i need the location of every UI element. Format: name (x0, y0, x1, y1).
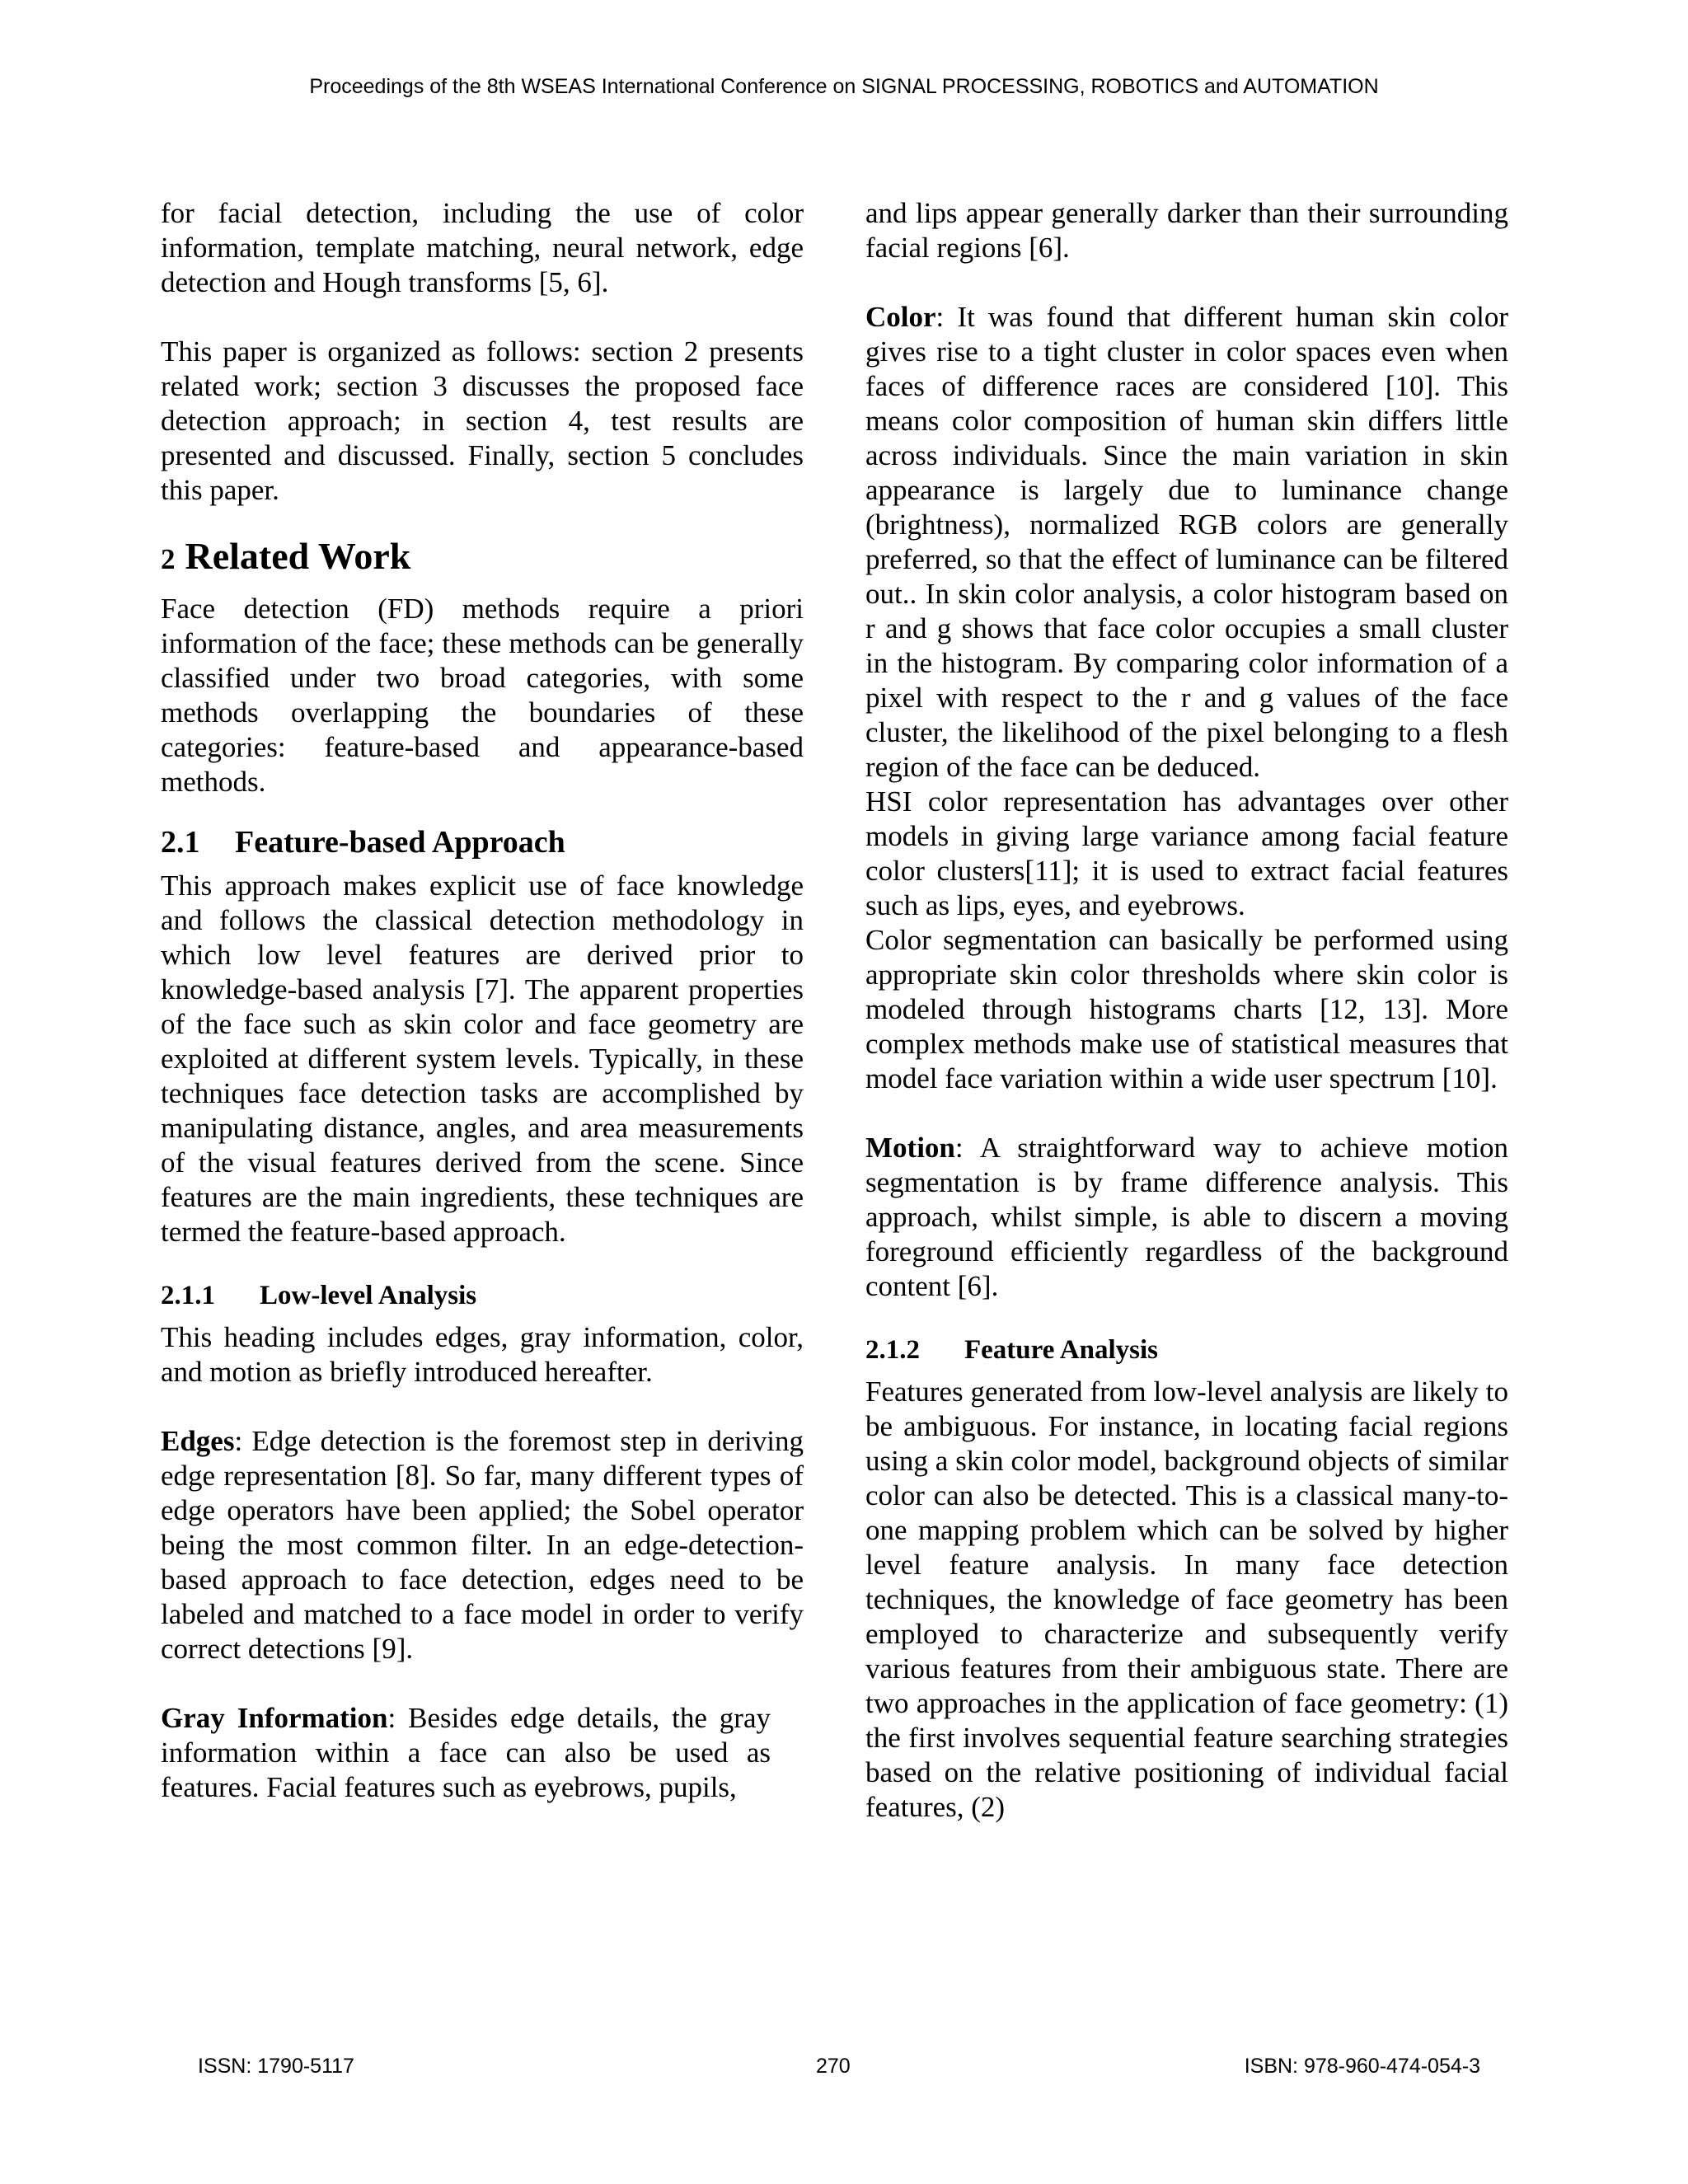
section-title: Feature-based Approach (235, 825, 565, 860)
run-in-label: Motion (865, 1132, 955, 1164)
page-number: 270 (816, 2055, 851, 2078)
issn: ISSN: 1790-5117 (198, 2055, 354, 2078)
run-in-label: Gray Information (161, 1702, 388, 1734)
paragraph: Color segmentation can basically be performed using appropriate skin color thresholds where skin color is modeled through histograms charts [12, 13]. More complex methods make use of statistical measures that model face variation within a wide user spectrum [10]. (865, 924, 1508, 1094)
run-in-label: Color (865, 301, 936, 333)
paragraph: This paper is organized as follows: section 2 presents related work; section 3 discusses the proposed face detection approach; in section 4, test results are presented and discussed. Finally, section 5 concludes this paper. (161, 335, 804, 506)
paragraph-text: : Besides edge details, the gray information within a face can also be used as features. Facial features such as eyebrows, pupils, (161, 1702, 771, 1803)
run-in-label: Edges (161, 1425, 235, 1457)
paragraph: for facial detection, including the use of color information, template matching, neural network, edge detection and Hough transforms [5, 6]. (161, 197, 804, 298)
paragraph-gray-information (161, 1701, 771, 1805)
left-column (161, 196, 804, 1805)
section-number: 2.1.1 (161, 1281, 215, 1310)
paragraph: Face detection (FD) methods require a priori information of the face; these methods can be generally classified under two broad categories, with some methods overlapping the boundaries of these categories: feature-based and appearance-based methods. (161, 593, 804, 798)
section-heading-2 (161, 534, 804, 582)
isbn: ISBN: 978-960-474-054-3 (1244, 2055, 1480, 2078)
section-title: Feature Analysis (964, 1335, 1158, 1365)
paragraph-edges (161, 1424, 804, 1666)
paragraph-color (865, 300, 1508, 785)
page-footer (0, 2054, 1688, 2079)
paragraph-text: : A straightforward way to achieve motion segmentation is by frame difference analysis. This approach, whilst simple, is able to discern a moving foreground efficiently regardless of the background content [6]. (865, 1132, 1508, 1302)
paragraph: Features generated from low-level analysis are likely to be ambiguous. For instance, in locating facial regions using a skin color model, background objects of similar color can also be detected. This is a classical many-to-one mapping problem which can be solved by higher level feature analysis. In many face detection techniques, the knowledge of face geometry has been employed to characterize and subsequently verify various features from their ambiguous state. There are two approaches in the application of face geometry: (1) the first involves sequential feature searching strategies based on the relative positioning of individual facial features, (2) (865, 1376, 1508, 1823)
paragraph-text: : Edge detection is the foremost step in deriving edge representation [8]. So far, many different types of edge operators have been applied; the Sobel operator being the most common filter. In an edge-detection-based approach to face detection, edges need to be labeled and matched to a face model in order to verify correct detections [9]. (161, 1425, 804, 1665)
section-heading-2-1-2 (865, 1333, 1508, 1366)
section-number: 2.1 (161, 825, 200, 860)
section-heading-2-1-1 (161, 1279, 804, 1312)
section-number: 2 (161, 543, 176, 575)
section-title: Low-level Analysis (260, 1281, 477, 1310)
paragraph: This heading includes edges, gray information, color, and motion as briefly introduced hereafter. (161, 1321, 804, 1388)
paragraph: and lips appear generally darker than their surrounding facial regions [6]. (865, 197, 1508, 264)
section-title: Related Work (185, 535, 411, 577)
paragraph-text: : It was found that different human skin color gives rise to a tight cluster in color spaces even when faces of difference races are considered [10]. This means color composition of human skin differs little across individuals. Since the main variation in skin appearance is largely due to luminance change (brightness), normalized RGB colors are generally preferred, so that the effect of luminance can be filtered out.. In skin color analysis, a color histogram based on r and g shows that face color occupies a small cluster in the histogram. By comparing color information of a pixel with respect to the r and g values of the face cluster, the likelihood of the pixel belonging to a flesh region of the face can be deduced. (865, 301, 1508, 783)
running-head: Proceedings of the 8th WSEAS International Conference on SIGNAL PROCESSING, ROBOTICS and AUTOMATION (309, 75, 1379, 98)
paragraph: This approach makes explicit use of face knowledge and follows the classical detection methodology in which low level features are derived prior to knowledge-based analysis [7]. The apparent properties of the face such as skin color and face geometry are exploited at different system levels. Typically, in these techniques face detection tasks are accomplished by manipulating distance, angles, and area measurements of the visual features derived from the scene. Since features are the main ingredients, these techniques are termed the feature-based approach. (161, 869, 804, 1248)
right-column (865, 196, 1508, 1825)
section-number: 2.1.2 (865, 1335, 920, 1365)
section-heading-2-1 (161, 824, 804, 860)
paragraph: HSI color representation has advantages over other models in giving large variance among facial feature color clusters[11]; it is used to extract facial features such as lips, eyes, and eyebrows. (865, 785, 1508, 921)
paragraph-motion (865, 1131, 1508, 1304)
